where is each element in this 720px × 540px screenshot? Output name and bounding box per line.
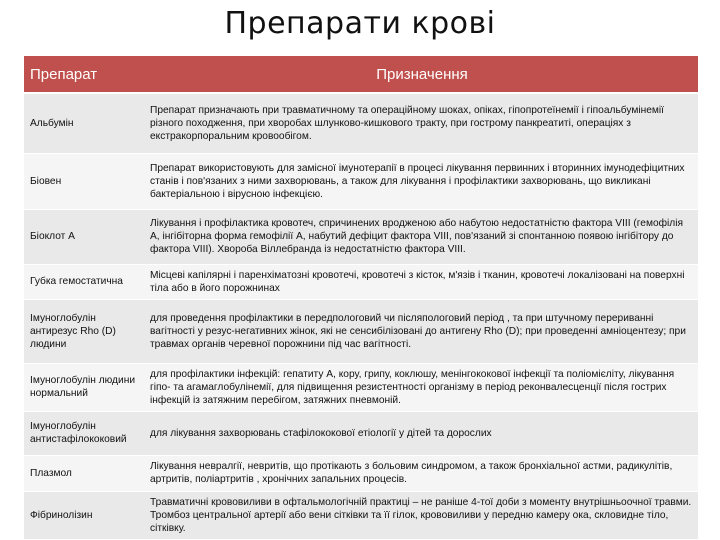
table-row (24, 455, 698, 491)
product-purpose: для профілактики інфекцій: гепатиту А, кору, грипу, коклюшу, менінгококової інфекції та поліомієліту, лікування гіпо- та агамаглобулінемії, для підвищення резистентності організму в період реконвалесценції після гострих інфекцій із затяжним перебігом, затяжних пневмоній. (146, 363, 698, 411)
product-name: Імуноглобулін антистафілококовий (24, 411, 146, 455)
table-row (24, 491, 698, 539)
product-name: Імуноглобулін людини нормальний (24, 363, 146, 411)
table-row (24, 209, 698, 264)
table-row (24, 363, 698, 411)
table-header-row (24, 56, 698, 93)
product-purpose: Лікування невралгії, невритів, що протікають з больовим синдромом, а також бронхіальної астми, радикулітів, артритів, поліартритів , хронічних запальних процесів. (146, 455, 698, 491)
header-purpose: Призначення (146, 56, 698, 93)
table-row (24, 411, 698, 455)
blood-products-table (24, 56, 698, 540)
product-purpose: для проведення профілактики в передпологовий чи післяпологовий період , та при штучному перериванні вагітності у резус-негативних жінок, які не сенсибілізовані до антигену Rho (D); при проведенні амніоцентезу; при травмах органів черевної порожнини під час вагітності. (146, 299, 698, 363)
product-name: Біоклот А (24, 209, 146, 264)
table-row (24, 93, 698, 153)
product-purpose: Місцеві капілярні і паренхіматозні кровотечі, кровотечі з кісток, м'язів і тканин, кровотечі локалізовані на поверхні тіла або в його порожнинах (146, 264, 698, 299)
product-purpose: Препарат призначають при травматичному та операційному шоках, опіках, гіпопротеїнемії і гіпоальбумінемії різного походження, при хворобах шлунково-кишкового тракту, при гострому панкреатиті, операціях з екстракорпоральним кровообігом. (146, 93, 698, 153)
product-name: Біовен (24, 153, 146, 209)
product-name: Альбумін (24, 93, 146, 153)
header-product: Препарат (24, 56, 146, 93)
table-row (24, 264, 698, 299)
product-name: Плазмол (24, 455, 146, 491)
product-name: Імуноглобулін антирезус Rho (D) людини (24, 299, 146, 363)
page-title: Препарати крові (224, 6, 496, 41)
table-row (24, 153, 698, 209)
table-row (24, 299, 698, 363)
product-purpose: Лікування і профілактика кровотеч, спричинених вродженою або набутою недостатністю фактора VIII (гемофілія А, інгібіторна форма гемофілії А, набутий дефіцит фактора VIII, пов'язаний зі спонтанною появою інгібітору до фактора VIII). Хвороба Віллебранда із недостатністю фактора VIII. (146, 209, 698, 264)
product-purpose: Препарат використовують для замісної імунотерапії в процесі лікування первинних і вторинних імунодефіцитних станів і пов'язаних з ними захворювань, а також для лікування і профілактики захворювань, що викликані бактеріальною і вірусною інфекцією. (146, 153, 698, 209)
product-purpose: Травматичні крововиливи в офтальмологічній практиці – не раніше 4-тої доби з моменту внутрішньоочної травми. Тромбоз центральної артерії або вени сітківки та її гілок, крововиливи у передню камеру ока, скловидне тіло, сітківку. (146, 491, 698, 539)
product-purpose: для лікування захворювань стафілококової етіології у дітей та дорослих (146, 411, 698, 455)
product-name: Губка гемостатична (24, 264, 146, 299)
product-name: Фібринолізин (24, 491, 146, 539)
